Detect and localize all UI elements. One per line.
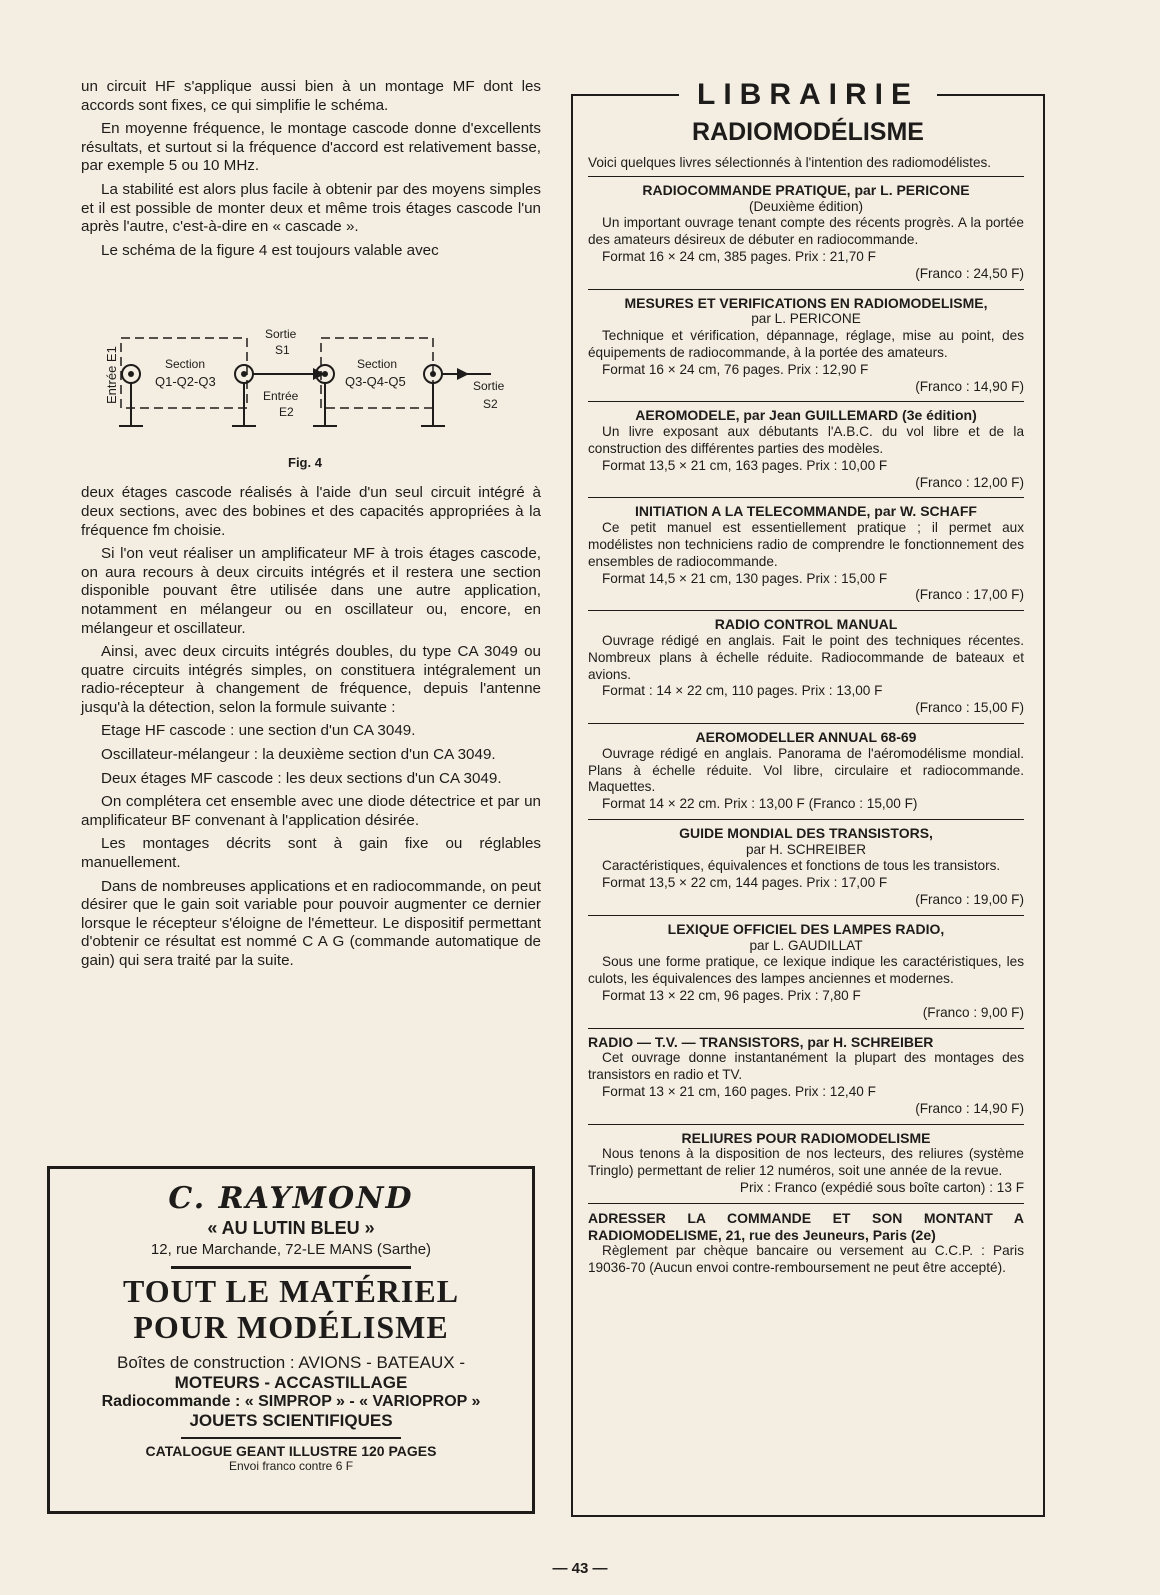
page-number: — 43 — bbox=[552, 1560, 608, 1577]
book-entry bbox=[588, 289, 1024, 402]
ad-divider bbox=[171, 1266, 411, 1269]
book-title: MESURES ET VERIFICATIONS EN RADIOMODELISME, bbox=[624, 294, 988, 311]
paragraph: un circuit HF s'applique aussi bien à un montage MF dont les accords sont fixes, ce qui simplifie le schéma. bbox=[81, 78, 541, 114]
ad-line-2: MOTEURS - ACCASTILLAGE bbox=[174, 1373, 408, 1392]
book-format: Format 13 × 22 cm, 96 pages. Prix : 7,80 F bbox=[602, 988, 861, 1004]
book-franco: (Franco : 15,00 F) bbox=[915, 700, 1024, 716]
book-title: RELIURES POUR RADIOMODELISME bbox=[681, 1129, 931, 1146]
book-franco: (Franco : 17,00 F) bbox=[915, 587, 1024, 603]
label-e2: E2 bbox=[279, 405, 294, 420]
order-instructions bbox=[588, 1203, 1024, 1277]
librairie-intro: Voici quelques livres sélectionnés à l'intention des radiomodélistes. bbox=[588, 155, 992, 170]
book-title: AEROMODELE, par Jean GUILLEMARD (3e édition) bbox=[635, 407, 977, 424]
book-format: Format 13,5 × 21 cm, 163 pages. Prix : 10,00 F bbox=[602, 457, 888, 473]
book-title: RADIO — T.V. — TRANSISTORS, par H. SCHREIBER bbox=[588, 1033, 934, 1050]
ad-divider-2 bbox=[181, 1437, 401, 1439]
book-format: Format 14,5 × 21 cm, 130 pages. Prix : 15,00 F bbox=[602, 570, 888, 586]
paragraph: On complétera cet ensemble avec une diode détectrice et par un amplificateur BF convenant à l'application désirée. bbox=[81, 793, 541, 829]
ad-line-4: JOUETS SCIENTIFIQUES bbox=[189, 1411, 393, 1430]
book-title: RADIOCOMMANDE PRATIQUE, par L. PERICONE bbox=[642, 181, 970, 198]
book-title: LEXIQUE OFFICIEL DES LAMPES RADIO, bbox=[667, 920, 945, 937]
book-description: Ce petit manuel est essentiellement pratique ; il permet aux modélistes non techniciens radio de comprendre le fonctionnement des ensembles de radiocommande. bbox=[588, 520, 1024, 569]
book-entry bbox=[588, 1028, 1024, 1124]
label-entree-e1: Entrée E1 bbox=[104, 346, 119, 405]
librairie-content bbox=[588, 155, 1024, 1277]
book-title: INITIATION A LA TELECOMMANDE, par W. SCHAFF bbox=[635, 503, 977, 520]
label-entree-e2: Entrée bbox=[263, 389, 299, 404]
book-description: Ouvrage rédigé en anglais. Fait le point des techniques récentes. Nombreux plans à échelle réduite. Radiocommande de bateaux et avions. bbox=[588, 632, 1024, 682]
book-format: Format 13 × 21 cm, 160 pages. Prix : 12,40 F bbox=[602, 1084, 876, 1100]
book-format: Format : 14 × 22 cm, 110 pages. Prix : 13,00 F bbox=[602, 683, 883, 699]
ad-headline-2: POUR MODÉLISME bbox=[133, 1309, 449, 1345]
paragraph: Dans de nombreuses applications et en radiocommande, on peut désirer que le gain soit variable pour pouvoir augmenter ce dernier lorsque le récepteur s'éloigne de l'émetteur. Le dispositif permettant d'obtenir ce résultat est nommé C A G (commande automatique de gain) qui sera traité par la suite. bbox=[81, 877, 541, 969]
book-title: GUIDE MONDIAL DES TRANSISTORS, bbox=[679, 824, 933, 841]
paragraph: La stabilité est alors plus facile à obtenir par des moyens simples et il est possible de monter deux et même trois étages cascode l'un après l'autre, c'est-à-dire en « cascade ». bbox=[81, 180, 541, 236]
label-q1-q3: Q1-Q2-Q3 bbox=[155, 374, 216, 390]
book-franco: (Franco : 19,00 F) bbox=[915, 892, 1024, 908]
book-entry bbox=[588, 1124, 1024, 1203]
ad-address: 12, rue Marchande, 72-LE MANS (Sarthe) bbox=[150, 1241, 432, 1258]
librairie-subtitle: RADIOMODÉLISME bbox=[692, 118, 924, 146]
label-s2: S2 bbox=[483, 397, 498, 412]
book-entry bbox=[588, 176, 1024, 289]
book-author: par L. GAUDILLAT bbox=[749, 937, 863, 953]
paragraph: Oscillateur-mélangeur : la deuxième section d'un CA 3049. bbox=[101, 746, 496, 764]
book-entry bbox=[588, 723, 1024, 819]
label-section-1: Section bbox=[165, 357, 206, 372]
ad-line-1: Boîtes de construction : AVIONS - BATEAUX - bbox=[116, 1353, 465, 1372]
ad-shop-name: « AU LUTIN BLEU » bbox=[207, 1218, 375, 1238]
order-text: Règlement par chèque bancaire ou versement au C.C.P. : Paris 19036-70 (Aucun envoi contre-remboursement ne peut être accepté). bbox=[588, 1243, 1024, 1276]
figure-caption: Fig. 4 bbox=[288, 455, 322, 471]
book-entry bbox=[588, 401, 1024, 497]
label-s1: S1 bbox=[275, 343, 290, 358]
paragraph: Ainsi, avec deux circuits intégrés doubles, du type CA 3049 ou quatre circuits intégrés simples, on constituera intégralement un radio-récepteur à changement de fréquence, depuis l'antenne jusqu'à la détection, selon la formule suivante : bbox=[81, 643, 541, 716]
book-title: RADIO CONTROL MANUAL bbox=[714, 616, 898, 633]
figure-4 bbox=[81, 266, 541, 476]
ad-brand: C. RAYMOND bbox=[168, 1181, 414, 1216]
section-2-box bbox=[321, 338, 433, 408]
left-column bbox=[81, 78, 541, 976]
book-author: par H. SCHREIBER bbox=[745, 841, 867, 857]
label-sortie-s2: Sortie bbox=[473, 379, 505, 394]
book-author: par L. PERICONE bbox=[751, 311, 861, 327]
book-description: Nous tenons à la disposition de nos lecteurs, des reliures (système Tringlo) permettant de relier 12 numéros, soit une année de la revue. bbox=[588, 1146, 1024, 1179]
book-entry bbox=[588, 819, 1024, 915]
label-sortie-s1: Sortie bbox=[265, 327, 297, 342]
book-format: Format 13,5 × 22 cm, 144 pages. Prix : 17,00 F bbox=[602, 875, 888, 891]
arrow-2 bbox=[457, 368, 469, 380]
book-description: Cet ouvrage donne instantanément la plupart des montages des transistors en radio et TV. bbox=[588, 1050, 1024, 1083]
book-description: Un important ouvrage tenant compte des récents progrès. A la portée des amateurs désireux de débuter en radiocommande. bbox=[588, 215, 1024, 248]
paragraph: Etage HF cascode : une section d'un CA 3049. bbox=[101, 722, 416, 740]
book-description: Un livre exposant aux débutants l'A.B.C. du vol libre et de la construction des différentes parties des modèles. bbox=[588, 424, 1024, 456]
book-entry bbox=[588, 610, 1024, 723]
book-description: Technique et vérification, dépannage, réglage, mise au point, des équipements de radiocommande, à la portée des amateurs. bbox=[588, 328, 1024, 360]
paragraph: En moyenne fréquence, le montage cascode donne d'excellents résultats, et surtout si la fréquence d'accord est relativement basse, par exemple 5 ou 10 MHz. bbox=[81, 120, 541, 175]
input-terminal-e1-dot bbox=[128, 371, 134, 377]
book-entry bbox=[588, 915, 1024, 1028]
ad-catalogue: CATALOGUE GEANT ILLUSTRE 120 PAGES bbox=[145, 1443, 437, 1459]
ad-line-3: Radiocommande : « SIMPROP » - « VARIOPROP » bbox=[101, 1393, 481, 1410]
paragraph: Deux étages MF cascode : les deux sections d'un CA 3049. bbox=[101, 769, 502, 787]
book-format: Format 16 × 24 cm, 385 pages. Prix : 21,70 F bbox=[602, 248, 876, 264]
book-franco: (Franco : 12,00 F) bbox=[915, 474, 1024, 490]
paragraph: deux étages cascode réalisés à l'aide d'un seul circuit intégré à deux sections, avec des bobines et des capacités appropriées à la fréquence fm choisie. bbox=[81, 484, 541, 539]
label-q3-q5: Q3-Q4-Q5 bbox=[345, 374, 406, 390]
book-description: Ouvrage rédigé en anglais. Panorama de l'aéromodélisme mondial. Plans à échelle réduite. Vol libre, circulaire et radiocommande. Maquettes. bbox=[588, 745, 1024, 795]
ad-headline-1: TOUT LE MATÉRIEL bbox=[122, 1273, 460, 1309]
book-franco: (Franco : 24,50 F) bbox=[915, 265, 1024, 281]
circuit-diagram bbox=[81, 266, 541, 456]
book-format: Format 16 × 24 cm, 76 pages. Prix : 12,90 F bbox=[602, 361, 869, 377]
book-franco: (Franco : 9,00 F) bbox=[922, 1004, 1024, 1020]
book-franco: (Franco : 14,90 F) bbox=[915, 378, 1024, 394]
book-price: Prix : Franco (expédié sous boîte carton) : 13 F bbox=[739, 1180, 1024, 1196]
ad-catalogue-note: Envoi franco contre 6 F bbox=[228, 1459, 354, 1473]
paragraph: Les montages décrits sont à gain fixe ou réglables manuellement. bbox=[81, 835, 541, 872]
order-heading: ADRESSER LA COMMANDE ET SON MONTANT A RADIOMODELISME, 21, rue des Jeuneurs, Paris (2e) bbox=[588, 1209, 1024, 1243]
book-franco: (Franco : 14,90 F) bbox=[915, 1100, 1024, 1116]
book-entry bbox=[588, 497, 1024, 610]
advertisement-raymond bbox=[47, 1166, 535, 1514]
paragraph: Si l'on veut réaliser un amplificateur MF à trois étages cascode, on aura recours à deux circuits intégrés et il restera une section disponible pouvant être utilisée dans une autre application, notamment en mélangeur ou en oscillateur ou, encore, en mélangeur et oscillateur. bbox=[81, 545, 541, 637]
book-format: Format 14 × 22 cm. Prix : 13,00 F (Franco : 15,00 F) bbox=[602, 796, 918, 812]
librairie-title: LIBRAIRIE bbox=[697, 78, 919, 111]
book-description: Caractéristiques, équivalences et fonctions de tous les transistors. bbox=[602, 858, 1001, 874]
label-section-2: Section bbox=[357, 357, 398, 372]
paragraph: Le schéma de la figure 4 est toujours valable avec bbox=[101, 241, 439, 259]
book-edition: (Deuxième édition) bbox=[748, 198, 864, 214]
book-title: AEROMODELLER ANNUAL 68-69 bbox=[695, 728, 917, 745]
book-description: Sous une forme pratique, ce lexique indique les caractéristiques, les culots, les équivalences des lampes anciennes et modernes. bbox=[588, 954, 1024, 987]
